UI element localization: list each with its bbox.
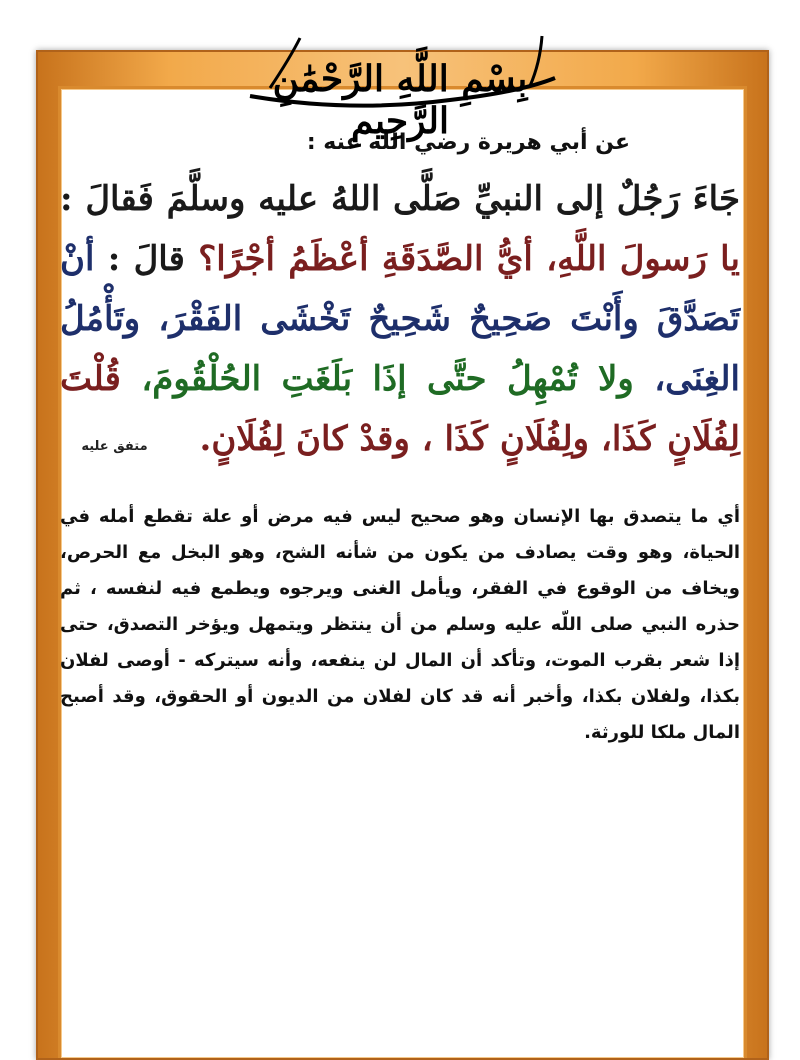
bismillah-calligraphy [230, 18, 570, 142]
hadith-source: متفق عليه [81, 439, 148, 454]
hadith-part-said: قالَ : [94, 239, 185, 279]
explanation-paragraph: أي ما يتصدق بها الإنسان وهو صحيح ليس فيه مرض أو علة تقطع أمله في الحياة، وهو وقت يصادف من يكون من شأنه الشح، وهو البخل مع الحرص، ويخاف من الوقوع في الفقر، ويأمل الغنى ويرجوه ويطمع فيه لنفسه ، ثم حذره النبي صلى اللّه عليه وسلم من أن ينتظر ويتمهل ويؤخر التصدق، حتى إذا شعر بقرب الموت، وتأكد أن المال لن ينفعه، وأنه سيتركه - أوصى لفلان بكذا، ولفلان بكذا، وأخبر أنه قد كان لفلان من الديون أو الحقوق، وقد أصبح المال ملكا للورثة. [60, 506, 740, 743]
hadith-part-ending: قُلْتَ لِفُلَانٍ كَذَا، ولِفُلَانٍ كَذَا ، وقدْ كانَ لِفُلَانٍ. [60, 359, 740, 459]
hadith-part-question: يا رَسولَ اللَّهِ، أيُّ الصَّدَقَةِ أعْظَمُ أجْرًا؟ [184, 239, 741, 279]
hadith-part-intro: جَاءَ رَجُلٌ إلى النبيِّ صَلَّى اللهُ عليه وسلَّمَ فَقالَ : [60, 179, 740, 219]
bismillah-text: بِسْمِ اللَّهِ الرَّحْمَٰنِ الرَّحِيمِ [272, 58, 528, 142]
main-content [60, 130, 740, 751]
hadith-text [60, 169, 740, 477]
hadith-part-warning: ولا تُمْهِلُ حتَّى إذَا بَلَغَتِ الحُلْقُومَ، [120, 359, 634, 399]
narrator-line: عن أبي هريرة رضي الله عنه : [306, 130, 630, 155]
hadith-part-answer: أنْ تَصَدَّقَ وأَنْتَ صَحِيحٌ شَحِيحٌ تَخْشَى الفَقْرَ، وتَأْمُلُ الغِنَى، [60, 239, 740, 399]
